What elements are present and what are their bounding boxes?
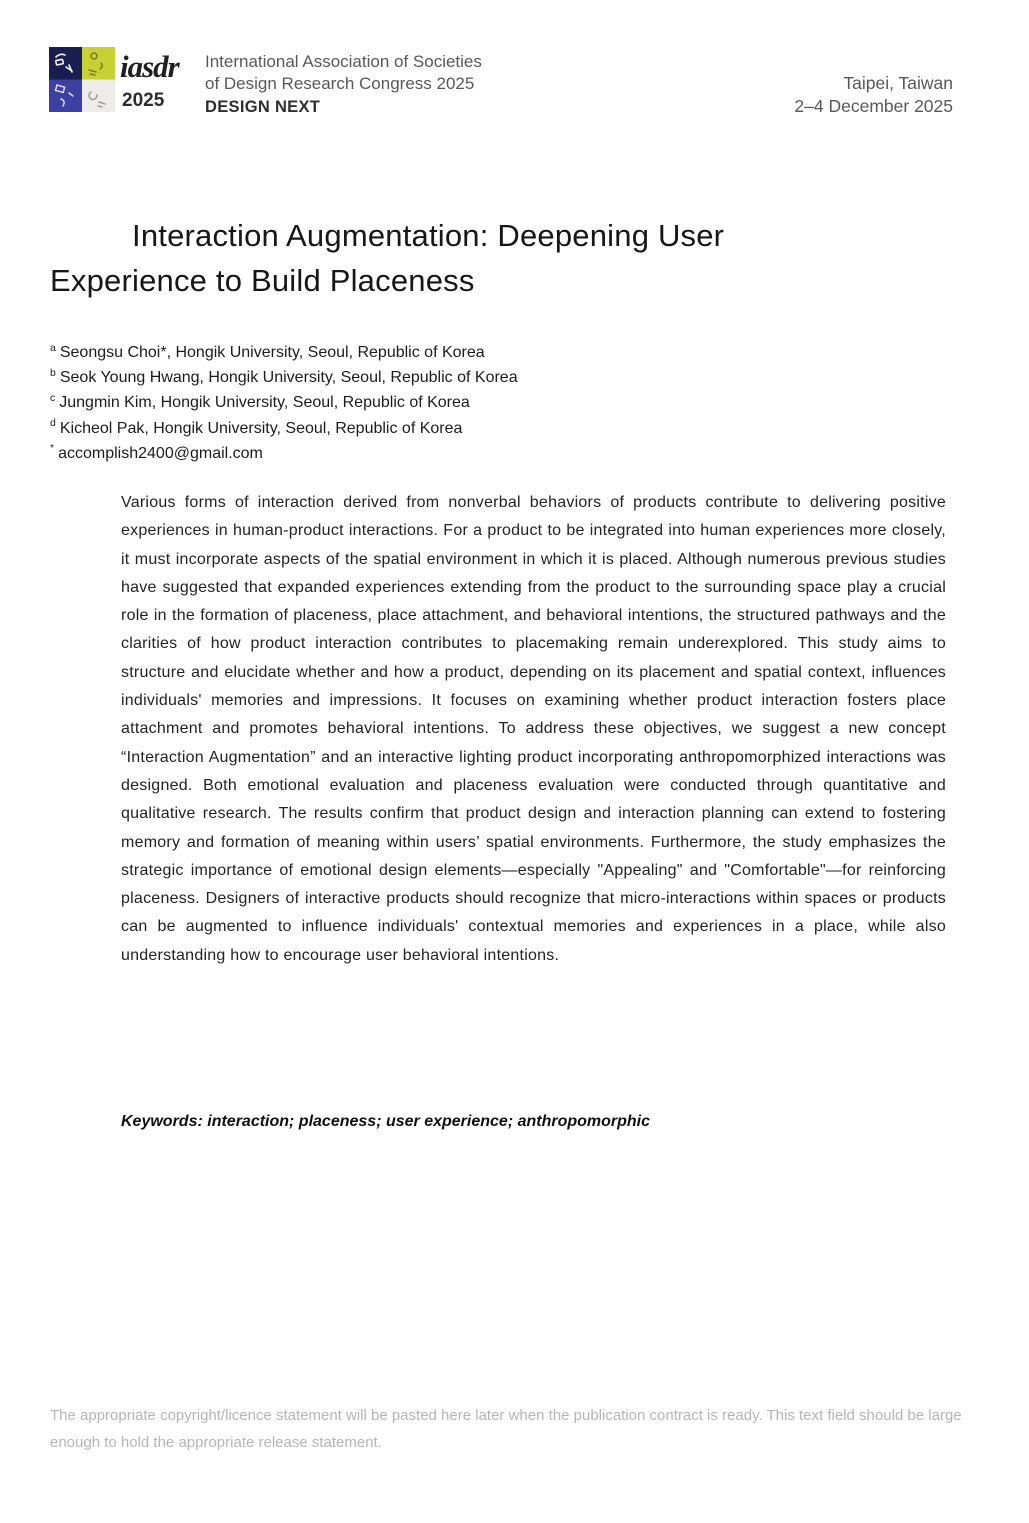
venue-location: Taipei, Taiwan <box>843 73 953 93</box>
copyright-statement: The appropriate copyright/licence statement will be pasted here later when the publication contract is ready. This text field should be large enough to hold the appropriate release statement. <box>50 1407 962 1451</box>
iasdr-logo-mark <box>49 47 115 112</box>
author-text: Seok Young Hwang, Hongik University, Seoul, Republic of Korea <box>59 369 518 387</box>
author-text: Seongsu Choi*, Hongik University, Seoul, Republic of Korea <box>59 344 485 361</box>
author-list <box>50 340 518 466</box>
venue-block <box>794 72 953 117</box>
congress-title <box>205 51 482 118</box>
logo-quadrant-top-left <box>49 47 82 80</box>
author-line <box>50 365 518 390</box>
logo-quadrant-bottom-left <box>49 80 82 113</box>
congress-line-2: of Design Research Congress 2025 <box>205 74 475 93</box>
abstract-text: Various forms of interaction derived from nonverbal behaviors of products contribute to delivering positive experiences in human-product interactions. For a product to be integrated into human experiences more closely, it must incorporate aspects of the spatial environment in which it is placed. Although numerous previous studies have suggested that expanded experiences extending from the product to the surrounding space play a crucial role in the formation of placeness, place attachment, and behavioral intentions, the structured pathways and the clarities of how product interaction contributes to placemaking remain underexplored. This study aims to structure and elucidate whether and how a product, depending on its placement and spatial context, influences individuals' memories and impressions. It focuses on examining whether product interaction fosters place attachment and promotes behavioral intentions. To address these objectives, we suggest a new concept “Interaction Augmentation” and an interactive lighting product incorporating anthropomorphized interactions was designed. Both emotional evaluation and placeness evaluation were conducted through quantitative and qualitative research. The results confirm that product design and interaction planning can extend to fostering memory and formation of meaning within users’ spatial environments. Furthermore, the study emphasizes the strategic importance of emotional design elements—especially "Appealing" and "Comfortable"—for reinforcing placeness. Designers of interactive products should recognize that micro-interactions within spaces or products can be augmented to influence individuals' contextual memories and experiences in a place, while also understanding how to encourage user behavioral intentions. <box>121 494 946 964</box>
iasdr-wordmark: iasdr <box>120 49 179 84</box>
logo-quadrant-bottom-right <box>82 80 115 113</box>
author-line <box>50 390 518 415</box>
keywords-line: Keywords: interaction; placeness; user experience; anthropomorphic <box>121 1113 651 1130</box>
author-marker: b <box>50 366 56 379</box>
author-line <box>50 340 518 365</box>
paper-title: Interaction Augmentation: Deepening User Experience to Build Placeness <box>50 218 725 298</box>
corresponding-email: accomplish2400@gmail.com <box>58 444 263 462</box>
author-marker: a <box>50 341 56 354</box>
iasdr-year: 2025 <box>122 90 165 111</box>
venue-dates: 2–4 December 2025 <box>794 95 953 116</box>
author-text: Kicheol Pak, Hongik University, Seoul, Republic of Korea <box>59 419 463 437</box>
author-marker: c <box>50 392 56 405</box>
author-marker: d <box>50 417 56 430</box>
corresponding-marker: * <box>50 442 55 455</box>
corresponding-email-line <box>50 441 518 466</box>
logo-quadrant-top-right <box>82 47 115 80</box>
congress-tagline: DESIGN NEXT <box>205 98 321 116</box>
congress-line-1: International Association of Societies <box>205 52 482 71</box>
author-line <box>50 416 518 441</box>
author-text: Jungmin Kim, Hongik University, Seoul, Republic of Korea <box>59 394 470 412</box>
